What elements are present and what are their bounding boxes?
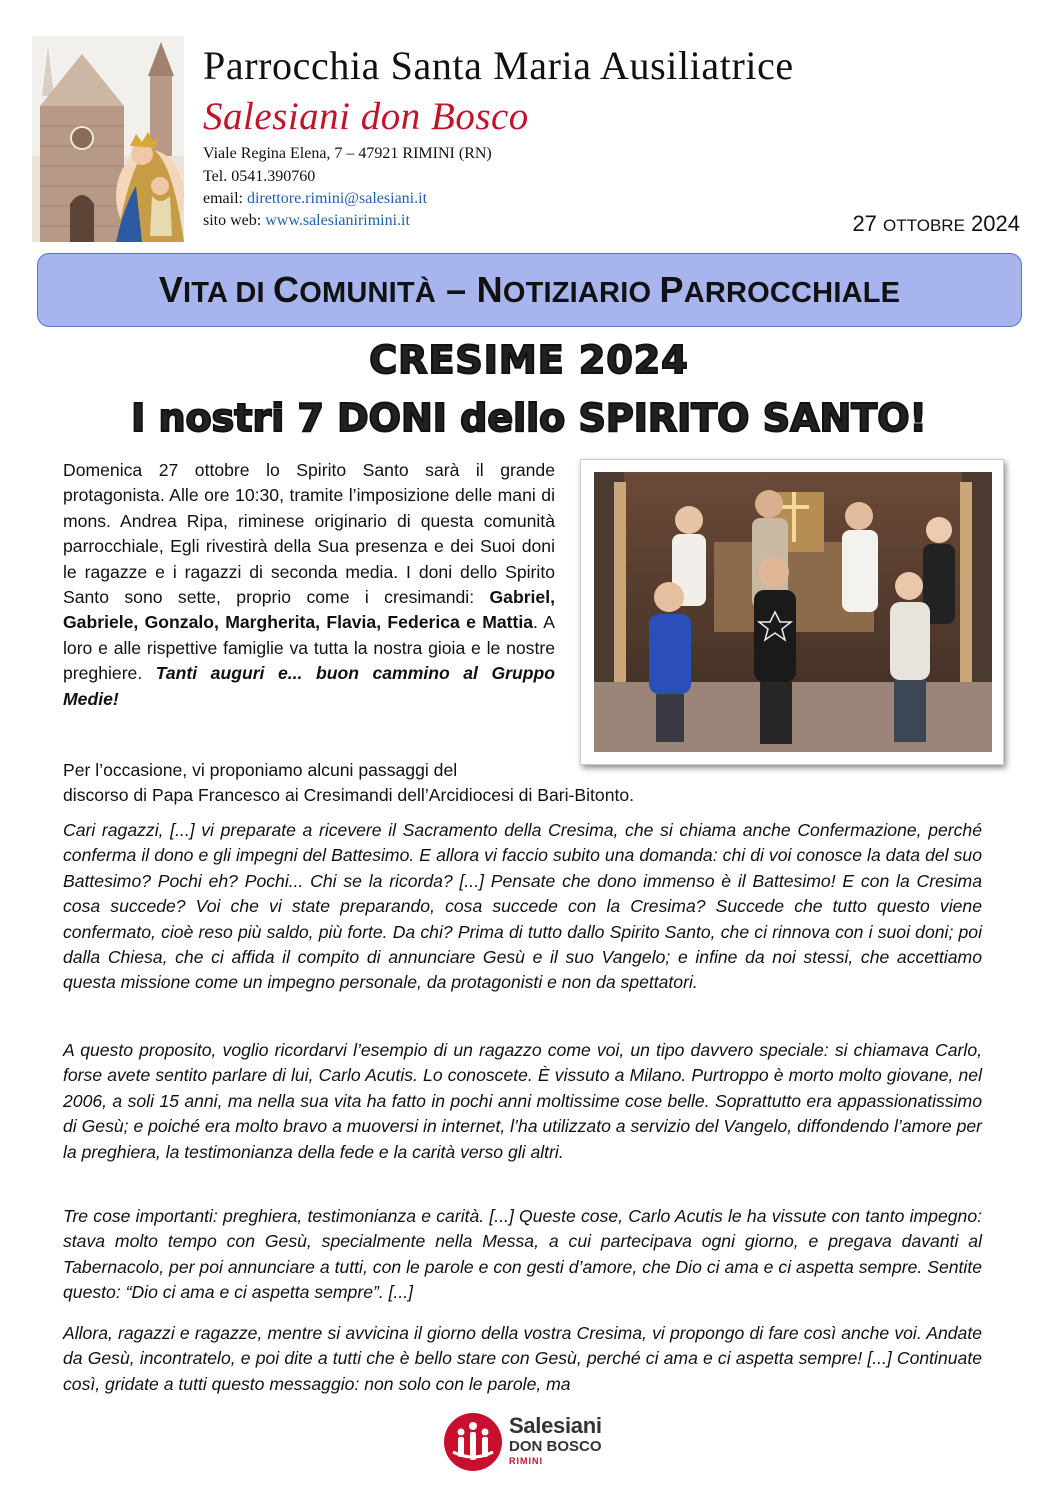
logo-line-3: RIMINI [509,1456,543,1466]
phone-line: Tel. 0541.390760 [203,168,316,185]
quote-paragraph-1: Cari ragazzi, [...] vi preparate a ricevere il Sacramento della Cresima, che si chiama anche Confermazione, perché conferma il dono e gli impegni del Battesimo. E allora vi faccio subito una domanda: chi di voi conosce la data del suo Battesimo? Pochi eh? Pochi... Chi se la ricorda? [...] Pensate che dono immenso è il Battesimo! E con la Cresima cosa succede? Voi che vi state preparando, cosa succede con la Cresima? Succede che tutto questo viene confermato, cioè reso più saldo, più forte. Da chi? Prima di tutto dallo Spirito Santo, che ci rinnova con i suoi doni; poi dalla Chiesa, che ci affida il compito di annunciare Gesù e il suo Vangelo; e infine da noi stessi, che accettiamo questa missione come un impegno personale, da protagonisti e non da spettatori. [63,820,982,993]
section-banner [37,253,1022,327]
website-label: sito web: [203,212,262,229]
logo-line-2: DON BOSCO [509,1438,602,1455]
date-year: 2024 [971,211,1020,236]
confirmands-group-photo [594,472,992,752]
email-label: email: [203,190,243,207]
date-month: OTTOBRE [883,216,965,235]
intro-paragraph: Domenica 27 ottobre lo Spirito Santo sarà il grande protagonista. Alle ore 10:30, tramite l’imposizione delle mani di mons. Andrea Ripa, riminese originario di questa comunità parrocchiale, Egli rivestirà della Sua presenza e dei Suoi doni le ragazze e i ragazzi di seconda media. I doni dello Spirito Santo sono sette, proprio come i cresimandi: Gabriel, Gabriele, Gonzalo, Margherita, Flavia, Federica e Mattia. A loro e alle rispettive famiglie va tutta la nostra gioia e le nostre preghiere. Tanti auguri e... buon cammino al Gruppo Medie! [63,460,555,709]
church-madonna-image [32,36,184,242]
website-link[interactable]: www.salesianirimini.it [265,212,410,229]
quote-paragraph-3: Tre cose importanti: preghiera, testimonianza e carità. [...] Queste cose, Carlo Acutis le ha vissute con tanto impegno: stava molto tempo con Gesù, specialmente nella Messa, a cui partecipava ogni giorno, e pregava davanti al Tabernacolo, per poi annunciare a tutti, con le parole e con gesti d’amore, che Dio ci ama e ci aspetta sempre. Sentite questo: “Dio ci ama e ci aspetta sempre”. [...] [63,1206,982,1303]
website-line [203,212,410,230]
address-line: Viale Regina Elena, 7 – 47921 RIMINI (RN) [203,145,492,162]
occasion-line-2: discorso di Papa Francesco ai Cresimandi dell’Arcidiocesi di Bari-Bitonto. [63,785,635,805]
headline-line-2: I nostri 7 DONI dello SPIRITO SANTO! [131,396,927,440]
parish-name: Parrocchia Santa Maria Ausiliatrice [203,43,794,88]
wish-text: Tanti auguri e... buon cammino al Gruppo Medie! [63,663,555,709]
date-day: 27 [852,211,877,236]
confirmand-names: Gabriel, Gabriele, Gonzalo, Margherita, Flavia, Federica e Mattia [63,587,555,633]
salesiani-footer-logo [443,1411,623,1473]
logo-line-1: Salesiani [509,1413,602,1438]
banner-title: VITA DI COMUNITÀ – NOTIZIARIO PARROCCHIALE [158,269,901,310]
order-name: Salesiani don Bosco [203,95,529,138]
group-photo-frame [580,459,1004,765]
email-line [203,190,427,208]
headline-line-1: CRESIME 2024 [369,338,689,382]
salesiani-logo-icon [443,1412,503,1472]
quote-paragraph-4: Allora, ragazzi e ragazze, mentre si avvicina il giorno della vostra Cresima, vi propongo di fare così anche voi. Andate da Gesù, incontratelo, e poi dite a tutti che è bello stare con Gesù, perché ci ama e ci aspetta sempre! [...] Continuate così, gridate a tutti questo messaggio: non solo con le parole, ma [63,1323,982,1394]
issue-date [852,211,1020,237]
quote-paragraph-2: A questo proposito, voglio ricordarvi l’esempio di un ragazzo come voi, un tipo davvero speciale: si chiamava Carlo, forse avete sentito parlare di lui, Carlo Acutis. Lo conoscete. È vissuto a Milano. Purtroppo è morto molto giovane, nel 2006, a soli 15 anni, ma nella sua vita ha fatto in pochi anni moltissime cose belle. Soprattutto era appassionatissimo di Gesù; e poiché era molto bravo a muoversi in internet, l’ha utilizzato a servizio del Vangelo, diffondendo l’amore per la preghiera, la testimonianza della fede e la carità verso gli altri. [63,1040,982,1162]
email-link[interactable]: direttore.rimini@salesiani.it [246,190,428,207]
occasion-line-1: Per l’occasione, vi proponiamo alcuni passaggi del [63,760,458,780]
